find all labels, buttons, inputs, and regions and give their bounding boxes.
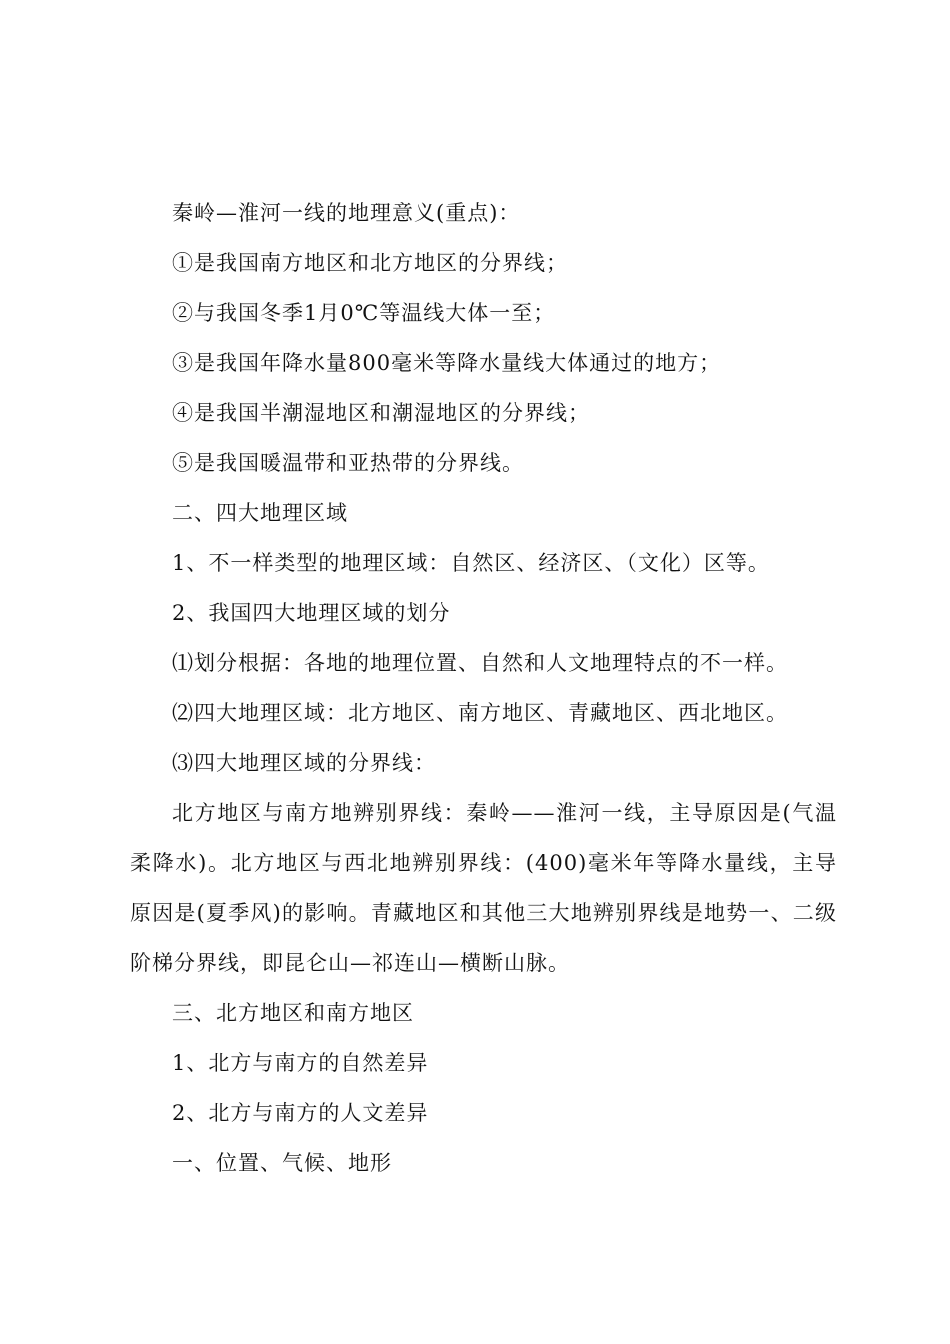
point-human-differences: 2、北方与南方的人文差异 [172, 1101, 429, 1125]
section-heading-north-south: 三、北方地区和南方地区 [172, 1001, 414, 1025]
document-body [130, 188, 837, 1188]
list-item-5: ⑤是我国暖温带和亚热带的分界线。 [172, 451, 524, 475]
boundary-paragraph: 北方地区与南方地辨别界线：秦岭——淮河一线，主导原因是(气温柔降水)。北方地区与西北地辨别界线：(400)毫米年等降水量线，主导原因是(夏季风)的影响。青藏地区和其他三大地辨别界线是地势一、二级阶梯分界线，即昆仑山—祁连山—横断山脉。 [130, 801, 837, 975]
point-region-types: 1、不一样类型的地理区域：自然区、经济区、（文化）区等。 [172, 551, 770, 575]
list-item-1: ①是我国南方地区和北方地区的分界线； [172, 251, 568, 275]
sub-heading-location-climate-terrain: 一、位置、气候、地形 [172, 1151, 392, 1175]
section-heading-four-regions: 二、四大地理区域 [172, 501, 348, 525]
point-natural-differences: 1、北方与南方的自然差异 [172, 1051, 429, 1075]
list-item-4: ④是我国半潮湿地区和潮湿地区的分界线； [172, 401, 590, 425]
sub-point-four-regions: ⑵四大地理区域：北方地区、南方地区、青藏地区、西北地区。 [172, 701, 788, 725]
heading-qinling-huaihe-significance: 秦岭—淮河一线的地理意义(重点)： [172, 201, 521, 225]
point-region-division: 2、我国四大地理区域的划分 [172, 601, 451, 625]
list-item-2: ②与我国冬季1月0℃等温线大体一至； [172, 301, 556, 325]
list-item-3: ③是我国年降水量800毫米等降水量线大体通过的地方； [172, 351, 722, 375]
sub-point-division-basis: ⑴划分根据：各地的地理位置、自然和人文地理特点的不一样。 [172, 651, 788, 675]
sub-point-boundaries: ⑶四大地理区域的分界线： [172, 751, 436, 775]
